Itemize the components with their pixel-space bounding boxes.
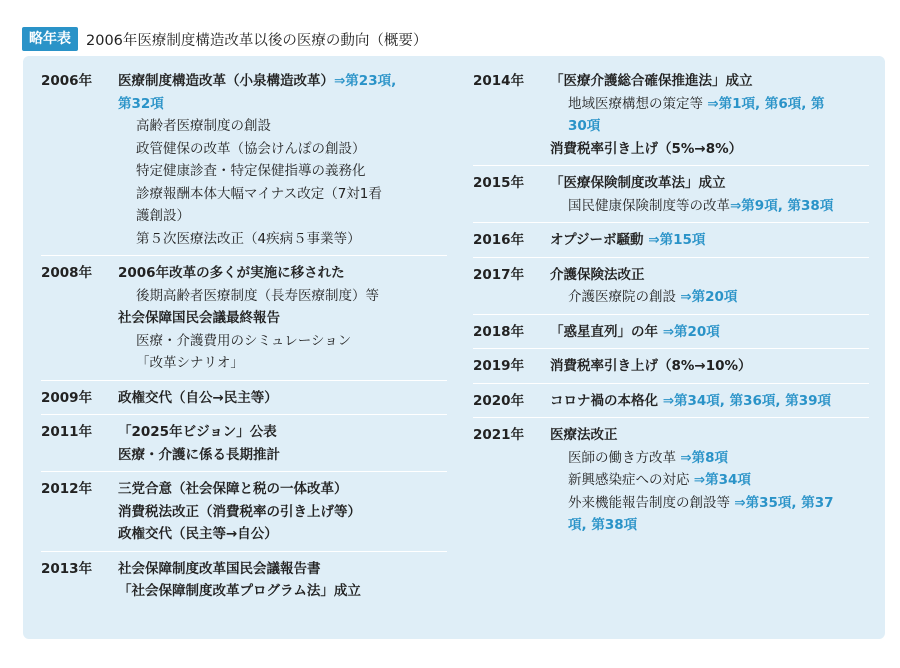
year-spacer (41, 330, 118, 353)
entry-text (118, 558, 447, 581)
entry-text (550, 172, 869, 195)
year-spacer (473, 469, 550, 492)
entry-text-main: 第５次医療法改正（4疾病５事業等） (136, 230, 361, 247)
timeline-left-column (41, 56, 447, 608)
year-spacer (41, 138, 118, 161)
entry-line (473, 93, 869, 116)
entry-text (550, 138, 869, 161)
entry-line (41, 352, 447, 375)
entry-text (550, 115, 869, 138)
entry-line (41, 262, 447, 285)
entry-text (550, 469, 869, 492)
year-spacer (41, 205, 118, 228)
timeline-entry (473, 384, 869, 419)
entry-text (118, 421, 447, 444)
year-spacer (41, 228, 118, 251)
entry-line (473, 321, 869, 344)
entry-text-main: 2006年改革の多くが実施に移された (118, 265, 345, 281)
timeline-entry (473, 223, 869, 258)
entry-text-main: 消費税法改正（消費税率の引き上げ等） (118, 503, 361, 520)
entry-text-main: 「惑星直列」の年 (550, 323, 663, 340)
timeline-entry (473, 349, 869, 384)
year-spacer (473, 286, 550, 309)
entry-year: 2015年 (473, 175, 525, 191)
entry-line (41, 580, 447, 603)
entry-text (550, 514, 869, 537)
entry-text (550, 195, 869, 218)
timeline-entry (473, 258, 869, 315)
entry-text-main: 社会保障国民会議最終報告 (118, 310, 280, 326)
year-spacer (473, 514, 550, 537)
year-spacer (473, 447, 550, 470)
year-spacer (41, 93, 118, 116)
timeline-entry (473, 56, 869, 166)
entry-year: 2012年 (41, 481, 93, 497)
year-spacer (41, 523, 118, 546)
cross-reference: ⇒第34項, 第36項, 第39項 (662, 392, 832, 409)
entry-line (41, 205, 447, 228)
cross-reference: ⇒第1項, 第6項, 第 (707, 95, 825, 112)
entry-text-main: 後期高齢者医療制度（長寿医療制度）等 (136, 287, 379, 304)
entry-text (550, 93, 869, 116)
year-spacer (473, 93, 550, 116)
entry-line (41, 387, 447, 410)
entry-text (118, 262, 447, 285)
entry-line (41, 285, 447, 308)
entry-line (41, 138, 447, 161)
entry-text (550, 390, 869, 413)
entry-text-main: 「改革シナリオ」 (136, 355, 244, 371)
year-spacer (41, 285, 118, 308)
entry-text-main: 地域医療構想の策定等 (568, 95, 708, 112)
entry-text (118, 138, 447, 161)
timeline-entry (473, 166, 869, 223)
year-spacer (41, 183, 118, 206)
timeline-entry (473, 315, 869, 350)
entry-line (473, 492, 869, 515)
entry-text (118, 70, 447, 93)
entry-text-main: 新興感染症への対応 (568, 472, 694, 488)
entry-year: 2021年 (473, 427, 525, 443)
timeline-entry (41, 56, 447, 256)
entry-year: 2008年 (41, 265, 93, 281)
entry-text (118, 580, 447, 603)
year-spacer (473, 492, 550, 515)
timeline-entry (473, 418, 869, 542)
entry-text-main: 高齢者医療制度の創設 (136, 118, 271, 134)
entry-line (41, 228, 447, 251)
entry-line (41, 307, 447, 330)
entry-text-main: 「医療介護総合確保推進法」成立 (550, 73, 753, 89)
cross-reference: ⇒第23項, (334, 73, 397, 89)
entry-text (118, 205, 447, 228)
entry-text (118, 228, 447, 251)
cross-reference: ⇒第9項, 第38項 (730, 197, 834, 214)
chronology-badge: 略年表 (22, 27, 78, 51)
entry-text-main: 社会保障制度改革国民会議報告書 (118, 560, 321, 577)
entry-text (118, 444, 447, 467)
entry-year: 2011年 (41, 424, 93, 440)
entry-line (41, 93, 447, 116)
entry-text-main: 護創設） (136, 208, 190, 224)
entry-text (118, 183, 447, 206)
entry-text (118, 285, 447, 308)
entry-text (550, 286, 869, 309)
entry-text (118, 352, 447, 375)
entry-text-main: 介護医療院の創設 (568, 289, 681, 305)
entry-text (550, 321, 869, 344)
timeline-entry (41, 552, 447, 608)
page-title: 2006年医療制度構造改革以後の医療の動向（概要） (86, 32, 428, 49)
entry-line (41, 183, 447, 206)
entry-year: 2020年 (473, 392, 525, 409)
entry-text (118, 501, 447, 524)
entry-text-main: 消費税率引き上げ（5%→8%） (550, 140, 743, 157)
entry-line (41, 421, 447, 444)
cross-reference: ⇒第15項 (648, 232, 706, 248)
entry-year: 2017年 (473, 266, 525, 283)
entry-text-main: 診療報酬本体大幅マイナス改定（7対1看 (136, 185, 382, 202)
entry-line (41, 115, 447, 138)
entry-line (473, 390, 869, 413)
entry-text-main: 政管健保の改革（協会けんぽの創設） (136, 140, 366, 157)
entry-line (473, 286, 869, 309)
entry-text-main: 政権交代（自公→民主等） (118, 389, 278, 406)
cross-reference: ⇒第20項 (680, 289, 738, 305)
cross-reference: 30項 (568, 118, 601, 134)
timeline-entry (41, 415, 447, 472)
year-spacer (473, 195, 550, 218)
cross-reference: ⇒第34項 (693, 472, 751, 488)
entry-text (118, 115, 447, 138)
year-spacer (473, 115, 550, 138)
entry-text-main: 消費税率引き上げ（8%→10%） (550, 358, 752, 374)
header (22, 27, 427, 51)
year-spacer (41, 160, 118, 183)
entry-text (118, 523, 447, 546)
entry-text-main: 医療・介護費用のシミュレーション (136, 332, 352, 349)
year-spacer (41, 580, 118, 603)
entry-text-main: 介護保険法改正 (550, 266, 645, 283)
entry-line (473, 424, 869, 447)
timeline-panel (23, 56, 885, 639)
entry-text-main: 「社会保障制度改革プログラム法」成立 (118, 583, 361, 599)
entry-text (550, 492, 869, 515)
entry-text-main: 医療・介護に係る長期推計 (118, 446, 280, 463)
entry-line (473, 172, 869, 195)
entry-line (473, 195, 869, 218)
entry-text-main: 医師の働き方改革 (568, 449, 681, 466)
entry-text (550, 70, 869, 93)
entry-text-main: 医療制度構造改革（小泉構造改革） (118, 73, 334, 89)
timeline-entry (41, 472, 447, 552)
entry-line (41, 523, 447, 546)
entry-line (473, 355, 869, 378)
entry-year: 2016年 (473, 232, 525, 248)
year-spacer (41, 444, 118, 467)
entry-text (118, 478, 447, 501)
entry-line (41, 330, 447, 353)
cross-reference: ⇒第35項, 第37 (734, 494, 834, 511)
entry-text-main: 医療法改正 (550, 427, 618, 443)
entry-year: 2013年 (41, 560, 93, 577)
entry-text (118, 93, 447, 116)
entry-year: 2009年 (41, 389, 93, 406)
year-spacer (473, 138, 550, 161)
entry-line (473, 70, 869, 93)
year-spacer (41, 352, 118, 375)
cross-reference: ⇒第20項 (662, 323, 720, 340)
entry-line (473, 447, 869, 470)
entry-line (41, 558, 447, 581)
entry-line (473, 229, 869, 252)
entry-text-main: 特定健康診査・特定保健指導の義務化 (136, 163, 366, 179)
entry-text (118, 387, 447, 410)
timeline-entry (41, 256, 447, 381)
entry-text-main: 「2025年ビジョン」公表 (118, 424, 277, 440)
entry-text (550, 447, 869, 470)
entry-line (473, 115, 869, 138)
year-spacer (41, 501, 118, 524)
entry-line (41, 501, 447, 524)
entry-year: 2006年 (41, 73, 93, 89)
entry-text-main: 国民健康保険制度等の改革 (568, 197, 730, 214)
timeline-entry (41, 381, 447, 416)
entry-text (118, 307, 447, 330)
entry-line (41, 160, 447, 183)
entry-text (118, 160, 447, 183)
entry-text-main: 外来機能報告制度の創設等 (568, 494, 735, 511)
cross-reference: ⇒第8項 (680, 449, 729, 466)
entry-text-main: コロナ禍の本格化 (550, 392, 663, 409)
entry-line (473, 138, 869, 161)
entry-year: 2018年 (473, 323, 525, 340)
entry-text-main: オプジーボ騒動 (550, 232, 649, 248)
entry-line (41, 444, 447, 467)
entry-line (41, 478, 447, 501)
timeline-right-column (473, 56, 869, 542)
entry-text-main: 「医療保険制度改革法」成立 (550, 175, 726, 191)
year-spacer (41, 115, 118, 138)
entry-year: 2019年 (473, 358, 525, 374)
entry-line (473, 514, 869, 537)
entry-text (550, 355, 869, 378)
entry-text (550, 424, 869, 447)
entry-year: 2014年 (473, 73, 525, 89)
entry-text-main: 政権交代（民主等→自公） (118, 526, 278, 542)
entry-line (473, 264, 869, 287)
entry-line (41, 70, 447, 93)
entry-text (550, 264, 869, 287)
entry-text-main: 三党合意（社会保障と税の一体改革） (118, 481, 348, 497)
entry-line (473, 469, 869, 492)
cross-reference: 項, 第38項 (568, 517, 638, 533)
year-spacer (41, 307, 118, 330)
entry-text (118, 330, 447, 353)
cross-reference: 第32項 (118, 95, 164, 112)
entry-text (550, 229, 869, 252)
